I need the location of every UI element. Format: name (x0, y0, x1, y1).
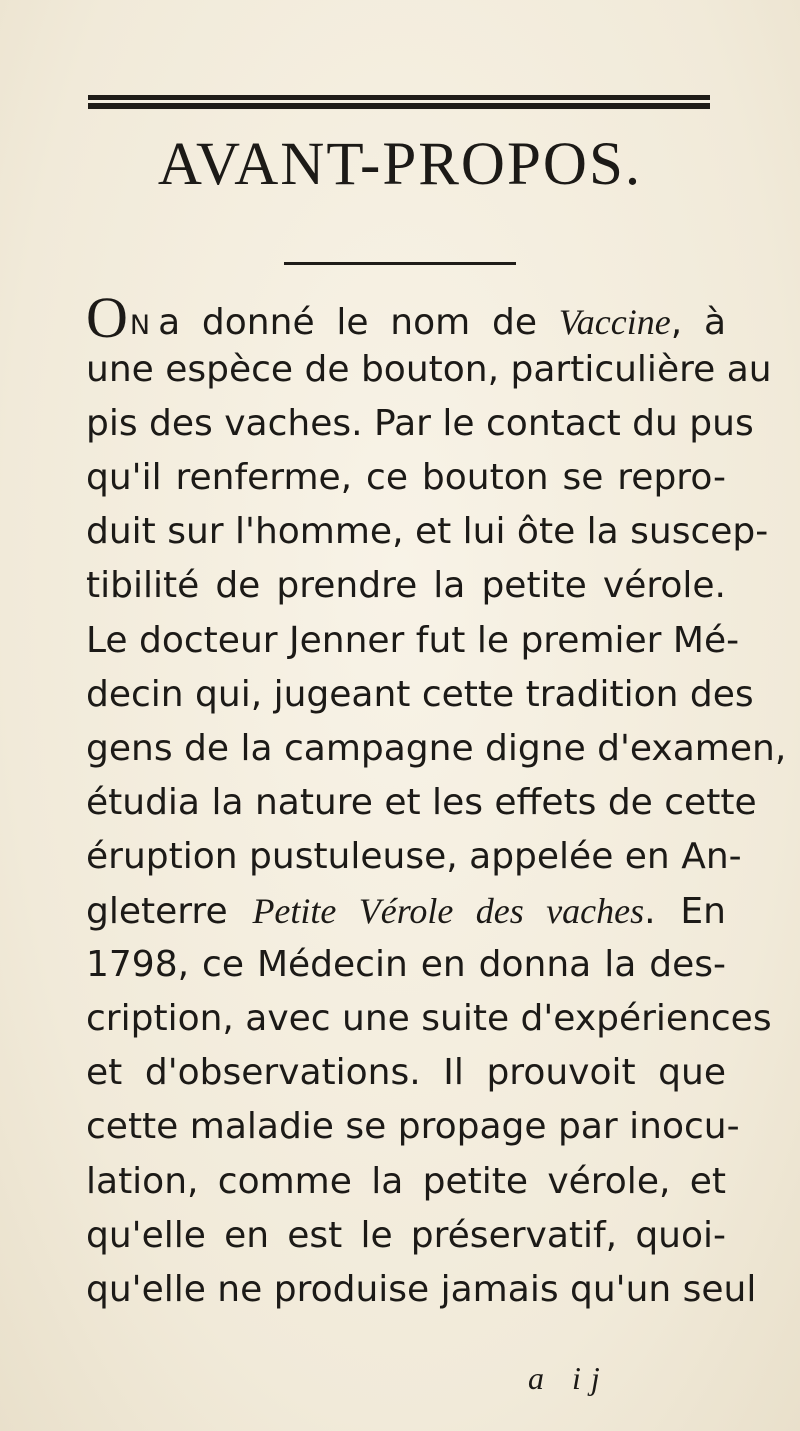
title-divider (284, 262, 516, 265)
text-line: decin qui, jugeant cette tradition des (86, 673, 754, 715)
line-text: . En (644, 891, 726, 933)
text-line: étudia la nature et les effets de cette (86, 781, 757, 823)
italic-term: Vaccine (558, 302, 671, 342)
signature-mark: a ij (528, 1360, 610, 1396)
text-line: pis des vaches. Par le contact du pus (86, 403, 754, 445)
page-title: AVANT-PROPOS. (157, 131, 643, 198)
text-line: et d'observations. Il prouvoit que (86, 1052, 726, 1094)
line-text: , à (670, 302, 727, 343)
body-paragraph (86, 285, 787, 1317)
text-line: Le docteur Jenner fut le premier Mé- (86, 619, 740, 661)
drop-cap: O (86, 285, 128, 350)
header-double-rule (88, 95, 710, 109)
text-line: qu'il renferme, ce bouton se repro- (86, 457, 726, 499)
text-line (86, 285, 727, 350)
text-line: qu'elle en est le préservatif, quoi- (86, 1214, 726, 1256)
text-line: cette maladie se propage par inocu- (86, 1106, 740, 1148)
text-line: gens de la campagne digne d'examen, (86, 727, 787, 769)
small-cap: N (129, 310, 151, 341)
line-text: gleterre (86, 891, 253, 933)
text-line: tibilité de prendre la petite vérole. (86, 565, 726, 607)
text-line (86, 884, 726, 938)
text-line: éruption pustuleuse, appelée en An- (86, 835, 742, 877)
text-line: qu'elle ne produise jamais qu'un seul (86, 1268, 757, 1310)
text-line: lation, comme la petite vérole, et (86, 1160, 726, 1202)
line-text: a donné le nom de (158, 302, 559, 343)
text-line: duit sur l'homme, et lui ôte la suscep- (86, 511, 769, 553)
text-line: cription, avec une suite d'expériences (86, 998, 772, 1040)
text-line: une espèce de bouton, particulière au (86, 349, 772, 391)
italic-term: Petite Vérole des vaches (252, 891, 645, 932)
text-line: 1798, ce Médecin en donna la des- (86, 944, 726, 986)
